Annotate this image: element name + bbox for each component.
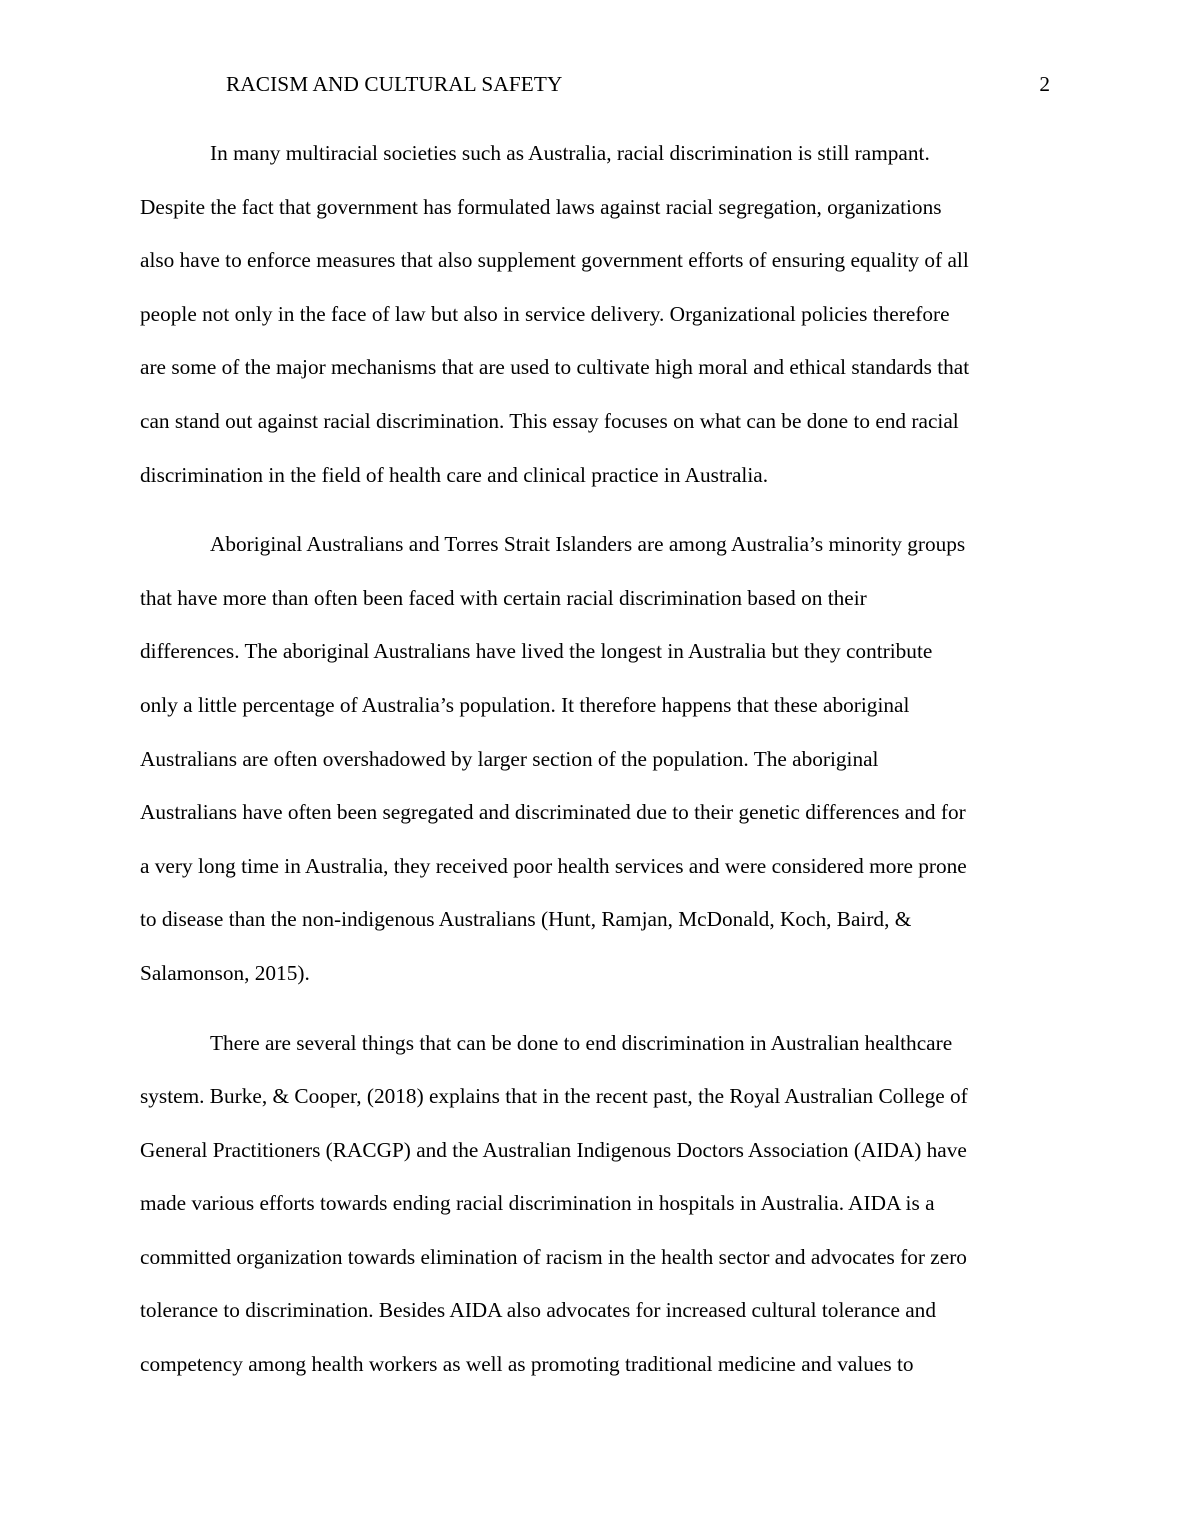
text-line: Australians are often overshadowed by larger section of the population. The aboriginal — [140, 746, 879, 771]
text-line: that have more than often been faced with certain racial discrimination based on their — [140, 585, 867, 610]
page-number: 2 — [1039, 72, 1050, 96]
text-line: Salamonson, 2015). — [140, 960, 310, 985]
text-line: only a little percentage of Australia’s population. It therefore happens that these aboriginal — [140, 692, 910, 717]
body-text — [140, 127, 1050, 1408]
text-line: are some of the major mechanisms that are used to cultivate high moral and ethical standards that — [140, 355, 970, 380]
text-line: In many multiracial societies such as Australia, racial discrimination is still rampant. — [210, 141, 930, 165]
text-line: Aboriginal Australians and Torres Strait Islanders are among Australia’s minority groups — [210, 532, 966, 557]
text-line: committed organization towards elimination of racism in the health sector and advocates for zero — [140, 1244, 967, 1269]
text-line: Australians have often been segregated and discriminated due to their genetic differences and for — [140, 800, 966, 825]
text-line: a very long time in Australia, they received poor health services and were considered more prone — [140, 853, 967, 878]
paragraph-healthcare — [140, 1017, 1050, 1392]
text-line: competency among health workers as well as promoting traditional medicine and values to — [140, 1352, 914, 1377]
text-line: General Practitioners (RACGP) and the Australian Indigenous Doctors Association (AIDA) have — [140, 1137, 967, 1162]
text-line: people not only in the face of law but also in service delivery. Organizational policies therefore — [140, 301, 950, 326]
text-line: to disease than the non-indigenous Australians (Hunt, Ramjan, McDonald, Koch, Baird, & — [140, 907, 912, 932]
paragraph-aboriginal — [140, 518, 1050, 1000]
text-line: differences. The aboriginal Australians have lived the longest in Australia but they contribute — [140, 639, 933, 664]
text-line: can stand out against racial discrimination. This essay focuses on what can be done to end racial — [140, 408, 959, 433]
text-line: Despite the fact that government has formulated laws against racial segregation, organizations — [140, 194, 942, 219]
text-line: made various efforts towards ending racial discrimination in hospitals in Australia. AIDA is a — [140, 1191, 935, 1216]
text-line: also have to enforce measures that also supplement government efforts of ensuring equality of all — [140, 248, 969, 273]
text-line: There are several things that can be done to end discrimination in Australian healthcare — [210, 1030, 953, 1055]
paragraph-intro — [140, 127, 1050, 502]
text-line: system. Burke, & Cooper, (2018) explains that in the recent past, the Royal Australian College of — [140, 1084, 968, 1109]
text-line: tolerance to discrimination. Besides AIDA also advocates for increased cultural tolerance and — [140, 1298, 936, 1323]
text-line: discrimination in the field of health care and clinical practice in Australia. — [140, 462, 769, 487]
running-head: RACISM AND CULTURAL SAFETY — [226, 72, 563, 96]
